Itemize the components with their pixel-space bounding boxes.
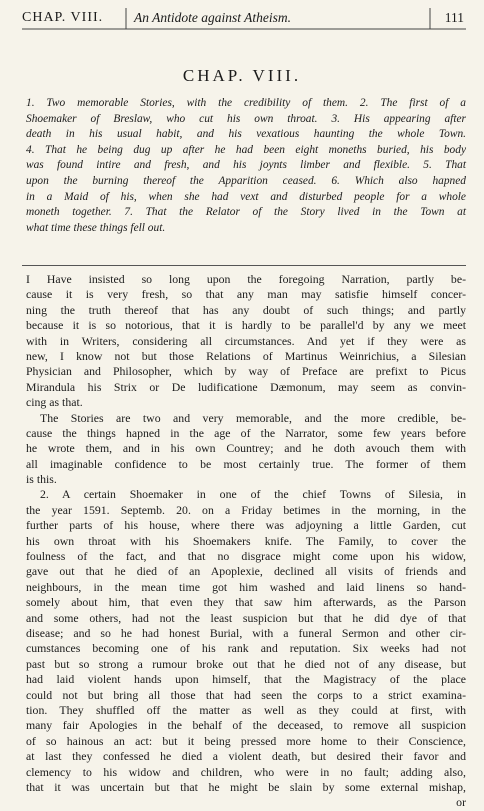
argument-line: Shoemaker of Breslaw, who cut his own throat. 3. His appearing after (26, 112, 466, 125)
body-line: many fair Apologies in the behalf of the deceased, to remove all suspicion (26, 718, 466, 733)
body-line: I Have insisted so long upon the foregoing Narration, partly be- (26, 272, 466, 286)
body-line: clemency to his widow and children, who were in no fault; adding also, (26, 764, 466, 779)
body-line: he wrote them, and in his own Countrey; and he doth avouch them with (26, 441, 466, 456)
body-line: neighbours, in the mean time got him washed and laid linens so hand- (26, 579, 466, 594)
running-head-chapter: CHAP. VIII. (22, 10, 104, 25)
running-head (22, 6, 466, 32)
running-head-title: An Antidote against Atheism. (134, 10, 291, 25)
body-text (26, 272, 466, 811)
body-line: The Stories are two and very memorable, and the more credible, be- (40, 410, 466, 425)
body-line: gave out that he died of an Apoplexie, declined all visits of friends and (26, 564, 466, 579)
body-line: past but so strong a rumour broke out that he died not of any disease, but (26, 656, 466, 671)
argument-line: 4. That he being dug up after he had been eight moneths buried, his body (26, 143, 466, 156)
body-line: Mirandula his Strix or De ludificatione Dæmonum, may seem as convin- (26, 379, 466, 394)
body-line: is this. (26, 472, 57, 487)
catchword: or (456, 795, 466, 810)
body-line: had laid violent hands upon himself, that the Magistracy of the place (26, 672, 466, 687)
argument-line: moneth together. 7. That the Relator of the Story lived in the Town at (26, 206, 466, 219)
body-line: foulness of the fact, and that no disgrace might come upon his widow, (26, 549, 466, 564)
argument-line: in a Maid of his, when she had vext and disturbed people for a whole (26, 190, 466, 203)
body-line: tion. They shuffled off the matter as well as they could at first, with (26, 702, 466, 717)
body-line: all imaginable confidence to be most certainly true. The former of them (26, 456, 466, 471)
body-line: of so hainous an act: but it being pressed more home to their Conscience, (26, 733, 466, 748)
body-line: further parts of his house, where there was adjoyning a little Garden, cut (26, 518, 466, 533)
argument-line: death in his usual habit, and his vexatious haunting the whole Town. (26, 128, 466, 141)
body-line: new, I know not but those Relations of Martinus Weinrichius, a Silesian (26, 348, 466, 363)
argument-line: 1. Two memorable Stories, with the credibility of them. 2. The first of a (26, 97, 466, 109)
body-line: Physician and Philosopher, which by way of Preface are prefixt to Picus (26, 364, 466, 379)
body-line: could not but bring all those that had seen the corps to a strict examina- (26, 687, 466, 702)
body-line: cing as that. (26, 395, 83, 410)
body-line: 2. A certain Shoemaker in one of the chief Towns of Silesia, in (40, 487, 466, 502)
body-line: his own throat with his Shoemakers knife. The Family, to cover the (26, 533, 466, 548)
page-number: 111 (444, 10, 464, 25)
body-line: disease; and so he had honest Burial, with a funeral Sermon and other cir- (26, 625, 466, 640)
body-line: ning the truth thereof that has any doubt of such things; and partly (26, 302, 466, 317)
chapter-heading: CHAP. VIII. (182, 66, 302, 85)
body-line: and some others, had not the least suspicion but that he did dye of that (26, 610, 466, 625)
body-line: with in Writers, considering all circumstances. And yet if they were as (26, 333, 466, 348)
body-line: cause the things hapned in the age of the Narrator, some few years before (26, 425, 466, 440)
argument-line: what time these things fell out. (26, 221, 166, 234)
body-line: cumstances becoming one of his rank and reputation. Six weeks had not (26, 641, 466, 656)
section-divider (22, 265, 466, 266)
argument-line: upon the burning thereof the Apparition ceased. 6. Which also hapned (26, 174, 466, 187)
body-line: cause it is very fresh, so that any man may satisfie himself concer- (26, 287, 466, 302)
chapter-argument (26, 96, 466, 236)
body-line: because it is so notorious, that it is hardly to be parallel'd by any we meet (26, 318, 466, 333)
argument-line: was found intire and fresh, and his joynts limber and flexible. 5. That (26, 159, 466, 172)
body-line: at last they confessed he died a violent death, but desired their favor and (26, 749, 466, 764)
body-line: the year 1591. Septemb. 20. on a Friday betimes in the morning, in the (26, 502, 466, 517)
body-line: that it was uncertain but that he might be slain by some external mishap, (26, 779, 466, 794)
body-line: somely about him, that even they that saw him afterwards, as the Parson (26, 595, 466, 610)
